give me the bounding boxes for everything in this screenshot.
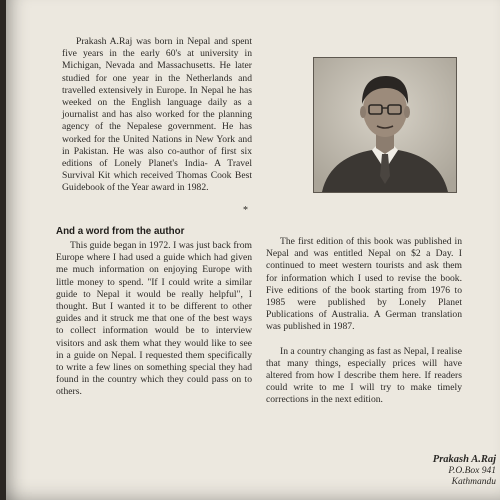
signature-block [376,453,496,488]
author-bio: Prakash A.Raj was born in Nepal and spent five years in the early 60's at university in Michigan, Nevada and Massachusetts. He later studied for one year in the Netherlands and travelled extensively in Europe. In Nepal he has weeked on the English language daily as a journalist and has also worked for the planning agency of the Nepalese government. He has worked for the United Nations in New York and in Pakistan. He was also co-author of first six editions of Lonely Planet's India- A Travel Survival Kit which received Thomas Cook Best Guidebook of the Year award in 1982. [62,36,252,194]
section-heading: And a word from the author [56,226,185,237]
right-paragraph: In a country changing as fast as Nepal, I realise that many things, especially prices will have altered from how I describe them here. If readers could write to me I will try to make timely corrections in the next edition. [266,345,462,406]
signature-address-line: Kathmandu [451,477,496,487]
signature-address-line: P.O.Box 941 [448,466,496,476]
author-photo [313,57,457,193]
book-page [6,0,500,500]
end-mark: * [243,205,248,216]
right-paragraph: The first edition of this book was published in Nepal and was entitled Nepal on $2 a Day. I continued to meet western tourists and ask them for information which I used to revise the book. Five editions of the book starting from 1976 to 1985 were published by Lonely Planet Publications of Australia. A German translation was published in 1987. [266,236,462,333]
right-column [266,236,462,419]
signature-name: Prakash A.Raj [432,454,496,465]
author-word-paragraph: This guide began in 1972. I was just back from Europe where I had used a guide which had given me much information on enjoying Europe with little money to spend. "If I could write a similar guide to Nepal it would be really helpful", I thought. But I wanted it to be different to other guides and it struck me that one of the best ways to collect information would be to interview visitors and ask them what they would like to see in a guide on Nepal. I requested them specifically to write a few lines on something special they had found in the country which they could pass on to others. [56,240,252,398]
